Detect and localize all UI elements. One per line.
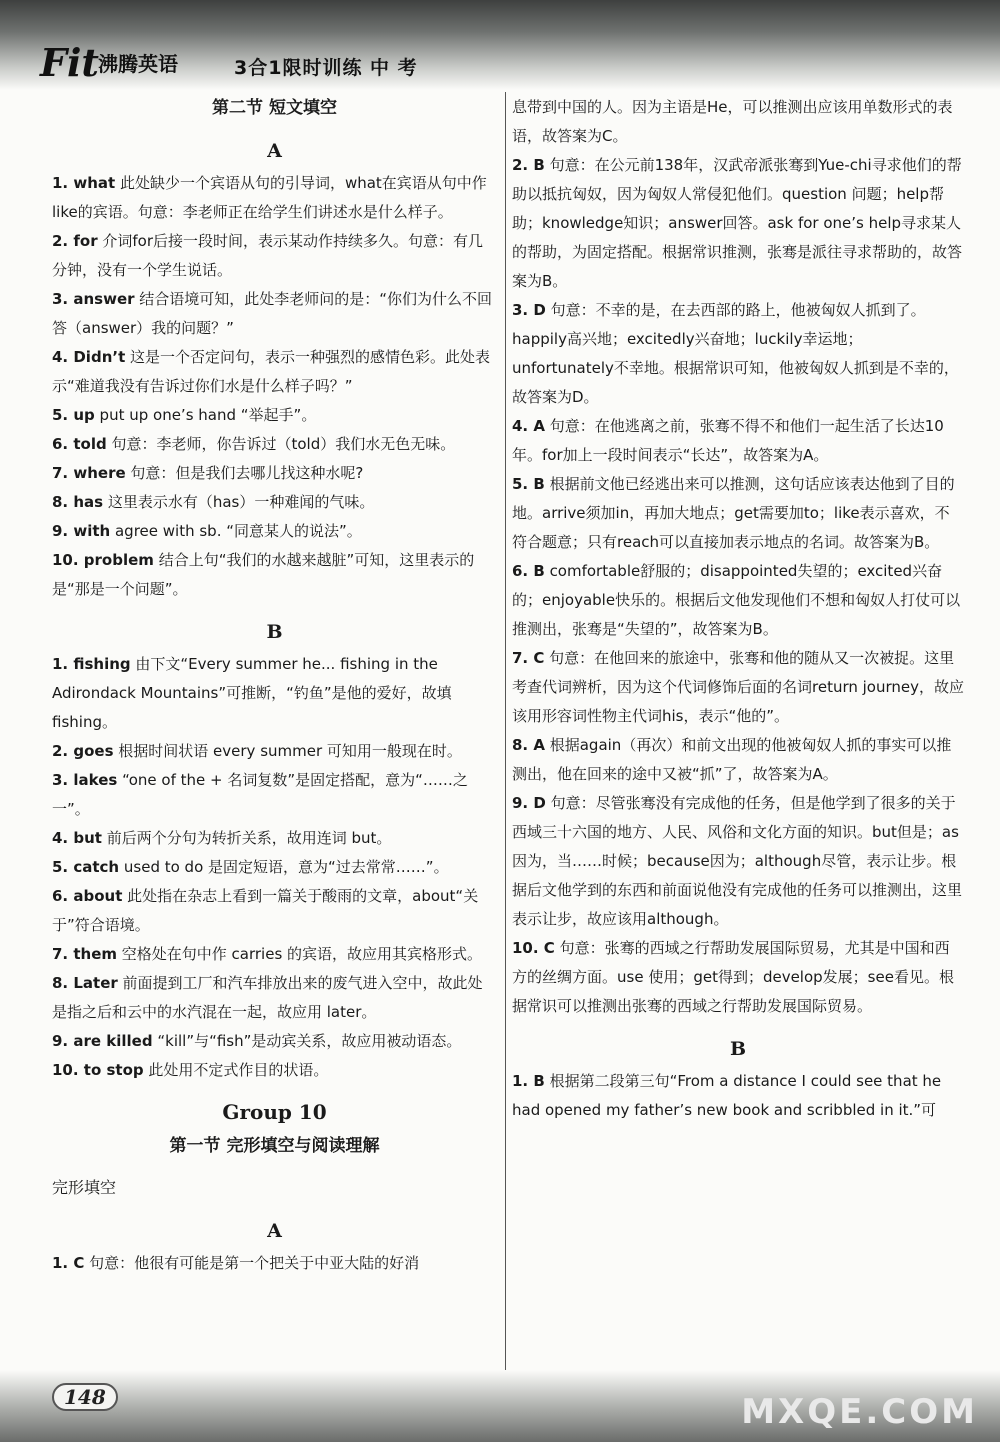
answer-item: 1. what 此处缺少一个宾语从句的引导词，what在宾语从句中作like的宾语。句意：李老师正在给学生们讲述水是什么样子。 (52, 174, 487, 221)
part-a2-heading: A (267, 1220, 282, 1242)
brand-subtitle: 沸腾英语 (98, 52, 178, 76)
answer-item: 9. with agree with sb. “同意某人的说法”。 (52, 522, 362, 540)
answer-item: 8. A 根据again（再次）和前文出现的他被匈奴人抓的事实可以推测出，他在回来的途中又被“抓”了，故答案为A。 (512, 736, 952, 783)
answer-item: 5. catch used to do 是固定短语，意为“过去常常……”。 (52, 858, 449, 876)
answer-item: 3. lakes “one of the + 名词复数”是固定搭配，意为“……之一”。 (52, 771, 468, 818)
subsection-title: 完形填空 (52, 1178, 117, 1197)
answer-item: 4. Didn’t 这是一个否定问句，表示一种强烈的感情色彩。此处表示“难道我没有告诉过你们水是什么样子吗？” (52, 348, 491, 395)
brand-logo: Fit (40, 40, 99, 85)
answer-item: 2. B 句意：在公元前138年，汉武帝派张骞到Yue-chi寻求他们的帮助以抵抗匈奴，因为匈奴人常侵犯他们。question 问题；help帮助；knowledge知识；answer回答。ask for one’s help寻求某人的帮助，为固定搭配。根据常识推测，张骞是派往寻求帮助的，故答案为B。 (512, 156, 963, 290)
answer-item: 3. D 句意：不幸的是，在去西部的路上，他被匈奴人抓到了。happily高兴地；excitedly兴奋地；luckily幸运地；unfortunately不幸地。根据常识可知，他被匈奴人抓到是不幸的，故答案为D。 (512, 301, 959, 406)
watermark: MXQE.COM (741, 1392, 978, 1432)
group-heading: Group 10 (222, 1100, 327, 1124)
answer-item: 4. A 句意：在他逃离之前，张骞不得不和他们一起生活了长达10年。for加上一段时间表示“长达”，故答案为A。 (512, 417, 944, 464)
part-b-heading: B (729, 1038, 747, 1060)
continued-text: 息带到中国的人。因为主语是He，可以推测出应该用单数形式的表语，故答案为C。 (512, 98, 953, 145)
header-title: 3合1限时训练 中 考 (234, 57, 418, 79)
part-a-list (52, 169, 497, 604)
answer-item: 1. fishing 由下文“Every summer he... fishing in the Adirondack Mountains”可推断，“钓鱼”是他的爱好，故填 fishing。 (52, 655, 452, 731)
answer-item: 3. answer 结合语境可知，此处李老师问的是：“你们为什么不回答（answer）我的问题？” (52, 290, 493, 337)
answer-item: 4. but 前后两个分句为转折关系，故用连词 but。 (52, 829, 392, 847)
answer-item: 5. up put up one’s hand “举起手”。 (52, 406, 317, 424)
answer-item: 10. to stop 此处用不定式作目的状语。 (52, 1061, 329, 1079)
answer-item: 2. for 介词for后接一段时间，表示某动作持续多久。句意：有几分钟，没有一个学生说话。 (52, 232, 483, 279)
answer-item: 7. C 句意：在他回来的旅途中，张骞和他的随从又一次被捉。这里考查代词辨析，因为这个代词修饰后面的名词return journey，故应该用形容词性物主代词his，表示“他的”。 (512, 649, 965, 725)
group-section-title: 第一节 完形填空与阅读理解 (169, 1136, 380, 1156)
page-header (0, 0, 1000, 90)
column-divider (505, 92, 506, 1370)
answer-item: 8. has 这里表示水有（has）一种难闻的气味。 (52, 493, 375, 511)
section-title: 第二节 短文填空 (212, 98, 337, 118)
right-column (512, 93, 964, 1125)
answer-item: 9. D 句意：尽管张骞没有完成他的任务，但是他学到了很多的关于西域三十六国的地方、人民、风俗和文化方面的知识。but但是；as因为，当……时候；because因为；although尽管，表示让步。根据后文他学到的东西和前面说他没有完成他的任务可以推测出，这里表示让步，故应该用although。 (512, 794, 963, 928)
left-column (52, 93, 497, 1278)
answer-item: 8. Later 前面提到工厂和汽车排放出来的废气进入空中，故此处是指之后和云中的水汽混在一起，故应用 later。 (52, 974, 483, 1021)
part-b-list (52, 650, 497, 1085)
answer-item: 7. where 句意：但是我们去哪儿找这种水呢? (52, 464, 364, 482)
answer-item: 7. them 空格处在句中作 carries 的宾语，故应用其宾格形式。 (52, 945, 483, 963)
answer-item: 2. goes 根据时间状语 every summer 可知用一般现在时。 (52, 742, 462, 760)
answer-item: 10. C 句意：张骞的西域之行帮助发展国际贸易，尤其是中国和西方的丝绸方面。use 使用；get得到；develop发展；see看见。根据常识可以推测出张骞的西域之行帮助发展国际贸易。 (512, 939, 954, 1015)
answer-item: 1. B 根据第二段第三句“From a distance I could see that he had opened my father’s new book and scribbled in it.”可 (512, 1072, 942, 1119)
part-b-heading: B (266, 621, 283, 643)
answer-item: 6. told 句意：李老师，你告诉过（told）我们水无色无味。 (52, 435, 456, 453)
answer-item: 9. are killed “kill”与“fish”是动宾关系，故应用被动语态。 (52, 1032, 462, 1050)
answer-item: 6. B comfortable舒服的；disappointed失望的；excited兴奋的；enjoyable快乐的。根据后文他发现他们不想和匈奴人打仗可以推测出，张骞是“失望的”，故答案为B。 (512, 562, 961, 638)
answer-item: 6. about 此处指在杂志上看到一篇关于酸雨的文章，about“关于”符合语境。 (52, 887, 479, 934)
answer-item: 10. problem 结合上句“我们的水越来越脏”可知，这里表示的是“那是一个问题”。 (52, 551, 475, 598)
page-number: 148 (52, 1383, 118, 1411)
part-a-heading: A (267, 140, 282, 162)
answer-item: 5. B 根据前文他已经逃出来可以推测，这句话应该表达他到了目的地。arrive须加in，再加大地点；get需要加to；like表示喜欢，不符合题意；只有reach可以直接加表示地点的名词。故答案为B。 (512, 475, 955, 551)
answer-item: 1. C 句意：他很有可能是第一个把关于中亚大陆的好消 (52, 1254, 420, 1272)
